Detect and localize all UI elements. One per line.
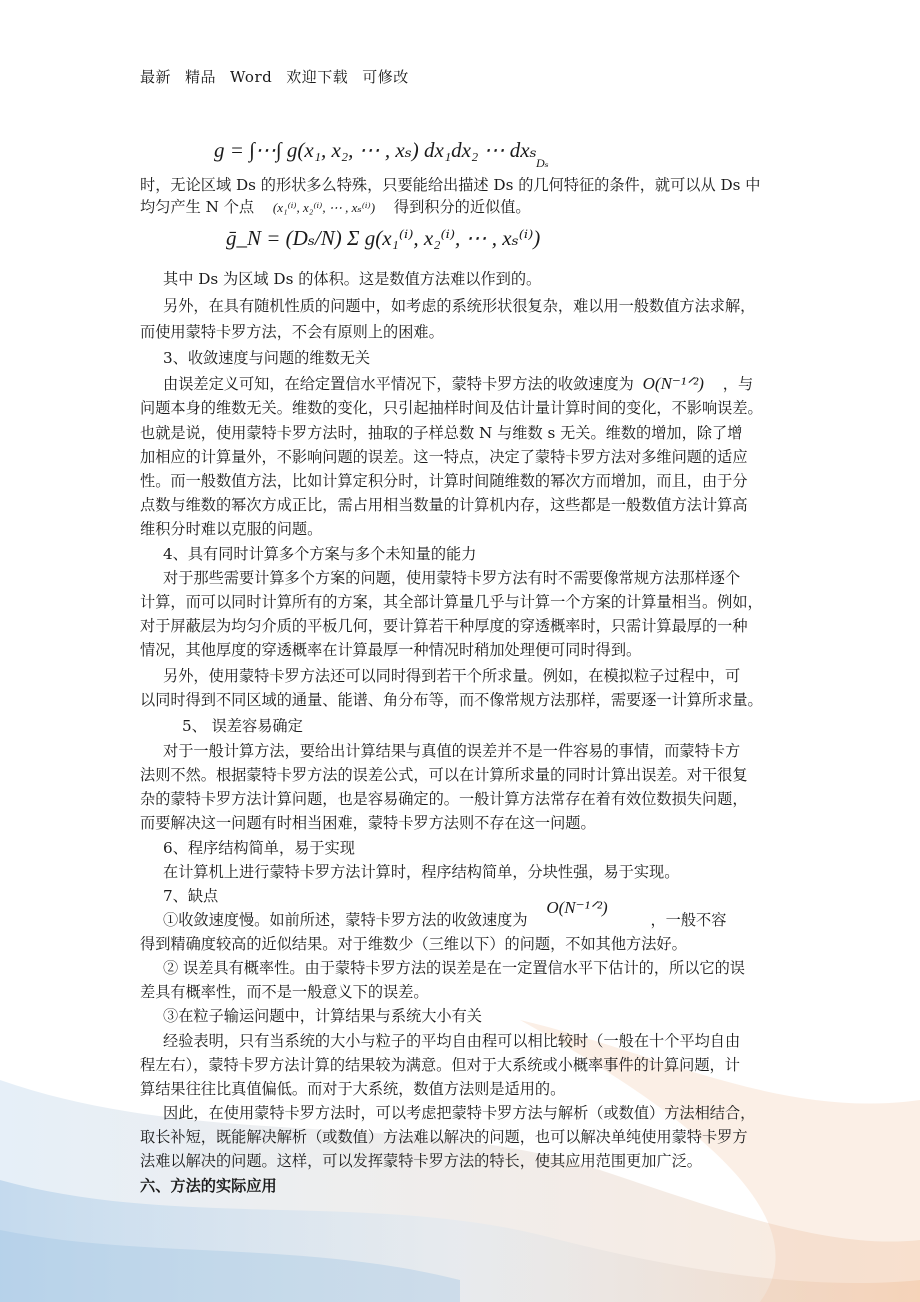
text-line: 取长补短，既能解决解析（或数值）方法难以解决的问题，也可以解决单纯使用蒙特卡罗方 bbox=[140, 1128, 748, 1146]
text-line: 差具有概率性，而不是一般意义下的误差。 bbox=[140, 983, 429, 1001]
text-line: 情况，其他厚度的穿透概率在计算最厚一种情况时稍加处理便可同时得到。 bbox=[140, 641, 642, 659]
chapter-heading: 六、方法的实际应用 bbox=[140, 1177, 277, 1195]
text-line: ② 误差具有概率性。由于蒙特卡罗方法的误差是在一定置信水平下估计的，所以它的误 bbox=[163, 959, 745, 977]
text-line: 也就是说，使用蒙特卡罗方法时，抽取的子样总数 N 与维数 s 无关。维数的增加，除了增 bbox=[140, 424, 743, 442]
text-line: 维积分时难以克服的问题。 bbox=[140, 520, 323, 538]
text-line: 问题本身的维数无关。维数的变化，只引起抽样时间及估计量计算时间的变化，不影响误差。 bbox=[140, 399, 763, 417]
integral-domain-label: Dₛ bbox=[535, 156, 549, 170]
text-line: 时，无论区域 Ds 的形状多么特殊，只要能给出描述 Ds 的几何特征的条件，就可以从 Ds 中 bbox=[140, 176, 761, 194]
sample-points-formula: (x₁⁽ⁱ⁾, x₂⁽ⁱ⁾, ⋯ , xₛ⁽ⁱ⁾) bbox=[272, 200, 376, 215]
text-line: 法则不然。根据蒙特卡罗方法的误差公式，可以在计算所求量的同时计算出误差。对干很复 bbox=[140, 766, 748, 784]
text-line: ①收敛速度慢。如前所述，蒙特卡罗方法的收敛速度为 O(N⁻¹ᐟ²) ，一般不容 bbox=[163, 898, 727, 929]
text-line: 而使用蒙特卡罗方法，不会有原则上的困难。 bbox=[140, 323, 444, 341]
text-line: 程左右），蒙特卡罗方法计算的结果较为满意。但对于大系统或小概率事件的计算问题，计 bbox=[140, 1056, 740, 1074]
text-line: 均匀产生 N 个点 (x₁⁽ⁱ⁾, x₂⁽ⁱ⁾, ⋯ , xₛ⁽ⁱ⁾) 得到积分的近似值。 bbox=[140, 198, 531, 216]
text-line: 其中 Ds 为区域 Ds 的体积。这是数值方法难以作到的。 bbox=[163, 270, 542, 288]
header-item: 最新 bbox=[140, 68, 172, 86]
section-heading: 4、具有同时计算多个方案与多个未知量的能力 bbox=[163, 545, 477, 563]
text-line: 点数与维数的幂次方成正比，需占用相当数量的计算机内存，这些都是一般数值方法计算高 bbox=[140, 496, 748, 514]
estimator-formula: ḡ_N = (Dₛ/N) Σ g(x₁⁽ⁱ⁾, x₂⁽ⁱ⁾, ⋯ , xₛ⁽ⁱ⁾) bbox=[226, 226, 541, 250]
big-o-formula: O(N⁻¹ᐟ²) bbox=[642, 374, 704, 393]
text-line: 对于屏蔽层为均匀介质的平板几何，要计算若干种厚度的穿透概率时，只需计算最厚的一种 bbox=[140, 617, 748, 635]
section-heading: 6、程序结构简单，易于实现 bbox=[163, 839, 355, 857]
text-line: 对于那些需要计算多个方案的问题，使用蒙特卡罗方法有时不需要像常规方法那样逐个 bbox=[163, 569, 741, 587]
text-line: 另外，使用蒙特卡罗方法还可以同时得到若干个所求量。例如，在模拟粒子过程中，可 bbox=[163, 667, 741, 685]
header-item: 欢迎下载 bbox=[286, 68, 349, 86]
text-line: 在计算机上进行蒙特卡罗方法计算时，程序结构简单，分块性强，易于实现。 bbox=[163, 863, 680, 881]
text-line: 对于一般计算方法，要给出计算结果与真值的误差并不是一件容易的事情，而蒙特卡方 bbox=[163, 742, 741, 760]
text-line: 由误差定义可知，在给定置信水平情况下，蒙特卡罗方法的收敛速度为 O(N⁻¹ᐟ²) ，与 bbox=[163, 374, 754, 393]
text-line: ③在粒子输运问题中，计算结果与系统大小有关 bbox=[163, 1007, 482, 1025]
text-line: 算结果往往比真值偏低。而对于大系统，数值方法则是适用的。 bbox=[140, 1080, 566, 1098]
page-header bbox=[140, 66, 423, 87]
text-line: 性。而一般数值方法，比如计算定积分时，计算时间随维数的幂次方而增加，而且，由于分 bbox=[140, 472, 748, 490]
header-item: 可修改 bbox=[362, 68, 409, 86]
text-line: 因此，在使用蒙特卡罗方法时，可以考虑把蒙特卡罗方法与解析（或数值）方法相结合， bbox=[163, 1104, 756, 1122]
section-heading: 5、 误差容易确定 bbox=[182, 717, 303, 735]
text-line: 计算，而可以同时计算所有的方案，其全部计算量几乎与计算一个方案的计算量相当。例如， bbox=[140, 593, 763, 611]
text-line: 法难以解决的问题。这样，可以发挥蒙特卡罗方法的特长，使其应用范围更加广泛。 bbox=[140, 1152, 702, 1170]
text-line: 另外，在具有随机性质的问题中，如考虑的系统形状很复杂，难以用一般数值方法求解， bbox=[163, 297, 756, 315]
header-item: 精品 bbox=[185, 68, 217, 86]
integral-formula: g = ∫⋯∫ g(x₁, x₂, ⋯ , xₛ) dx₁dx₂ ⋯ dxₛ $_{D_s}$ bbox=[214, 138, 549, 170]
header-item: Word bbox=[230, 68, 273, 86]
text-line: 以同时得到不同区域的通量、能谱、角分布等，而不像常规方法那样，需要逐一计算所求量。 bbox=[140, 691, 763, 709]
text-line: 得到精确度较高的近似结果。对于维数少（三维以下）的问题，不如其他方法好。 bbox=[140, 935, 687, 953]
text-line: 而要解决这一问题有时相当困难，蒙特卡罗方法则不存在这一问题。 bbox=[140, 814, 596, 832]
section-heading: 7、缺点 bbox=[163, 887, 219, 905]
big-o-formula: O(N⁻¹ᐟ²) bbox=[546, 898, 608, 917]
section-heading: 3、收敛速度与问题的维数无关 bbox=[163, 349, 371, 367]
text-line: 加相应的计算量外，不影响问题的误差。这一特点，决定了蒙特卡罗方法对多维问题的适应 bbox=[140, 448, 748, 466]
text-line: 杂的蒙特卡罗方法计算问题，也是容易确定的。一般计算方法常存在着有效位数损失问题， bbox=[140, 790, 748, 808]
text-line: 经验表明，只有当系统的大小与粒子的平均自由程可以相比较时（一般在十个平均自由 bbox=[163, 1032, 741, 1050]
